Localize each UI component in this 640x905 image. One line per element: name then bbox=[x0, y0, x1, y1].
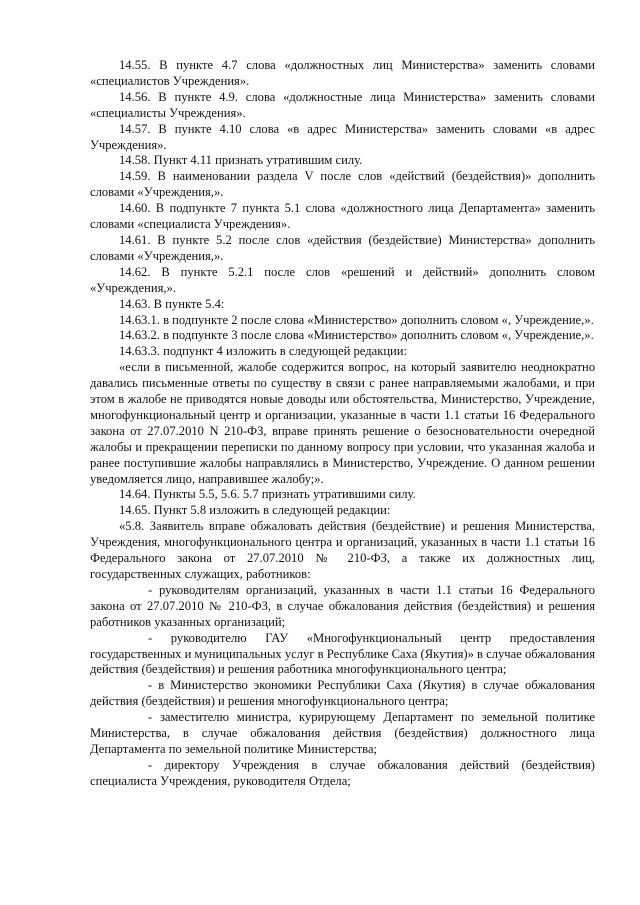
paragraph-14-61: 14.61. В пункте 5.2 после слов «действия (бездействие) Министерства» дополнить словами «Учреждения,». bbox=[90, 232, 595, 263]
list-item-gau-mfc: - руководителю ГАУ «Многофункциональный центр предоставления государственных и муниципальных услуг в Республике Саха (Якутия)» в случае обжалования действия (бездействия) и решения работника многофункционального центра; bbox=[90, 630, 595, 677]
list-item-organizations: - руководителям организаций, указанных в части 1.1 статьи 16 Федерального закона от 27.07.2010 № 210-ФЗ, в случае обжалования действия (бездействия) и решения работников указанных организаций; bbox=[90, 582, 595, 629]
list-item-deputy-minister: - заместителю министра, курирующему Департамент по земельной политике Министерства, в случае обжалования действия (бездействия) должностного лица Департамента по земельной политике Министерства; bbox=[90, 710, 595, 756]
paragraph-14-64: 14.64. Пункты 5.5, 5.6. 5.7 признать утратившими силу. bbox=[119, 487, 416, 502]
paragraph-14-63-2: 14.63.2. в подпункте 3 после слова «Министерство» дополнить словом «, Учреждение,». bbox=[119, 328, 594, 343]
list-item-director: - директору Учреждения в случае обжалования действий (бездействия) специалиста Учреждения, руководителя Отдела; bbox=[90, 757, 595, 788]
list-item-ministry-economy: - в Министерство экономики Республики Саха (Якутия) в случае обжалования действия (бездействия) и решения многофункционального центра; bbox=[90, 678, 595, 709]
paragraph-14-56: 14.56. В пункте 4.9. слова «должностные лица Министерства» заменить словами «специалисты Учреждения». bbox=[90, 89, 595, 120]
paragraph-14-57: 14.57. В пункте 4.10 слова «в адрес Министерства» заменить словами «в адрес Учреждения». bbox=[90, 121, 595, 152]
paragraph-14-58: 14.58. Пункт 4.11 признать утратившим силу. bbox=[119, 153, 363, 168]
paragraph-14-65: 14.65. Пункт 5.8 изложить в следующей редакции: bbox=[119, 503, 391, 518]
paragraph-14-59: 14.59. В наименовании раздела V после слов «действий (бездействия)» дополнить словами «Учреждения,». bbox=[90, 169, 595, 200]
paragraph-quote-subpoint-4: «если в письменной, жалобе содержится вопрос, на который заявителю неоднократно давались письменные ответы по существу в связи с ранее направляемыми жалобами, и при этом в жалобе не приводятся новые доводы или обстоятельства, Министерство, Учреждение, многофункциональный центр и организации, указанные в части 1.1 статьи 16 Федерального закона от 27.07.2010 N 210-ФЗ, вправе принять решение о безосновательности очередной жалобы и прекращении переписки по данному вопросу при условии, что указанная жалоба и ранее поступившие жалобы направлялись в Министерство, Учреждение. О данном решении уведомляется лицо, направившее жалобу;». bbox=[90, 360, 595, 486]
paragraph-quote-5-8: «5.8. Заявитель вправе обжаловать действия (бездействие) и решения Министерства, Учреждения, многофункционального центра и организаций, указанных в части 1.1 статьи 16 Федерального закона от 27.07.2010 № 210-ФЗ, а также их должностных лиц, государственных служащих, работников: bbox=[90, 519, 595, 581]
paragraph-14-63-3: 14.63.3. подпункт 4 изложить в следующей редакции: bbox=[119, 344, 408, 359]
paragraph-14-62: 14.62. В пункте 5.2.1 после слов «решений и действий» дополнить словом «Учреждения,». bbox=[90, 264, 595, 295]
paragraph-14-60: 14.60. В подпункте 7 пункта 5.1 слова «должностного лица Департамента» заменить словами «специалиста Учреждения». bbox=[90, 201, 595, 232]
paragraph-14-63: 14.63. В пункте 5.4: bbox=[119, 296, 225, 311]
paragraph-14-63-1: 14.63.1. в подпункте 2 после слова «Министерство» дополнить словом «, Учреждение,». bbox=[119, 312, 594, 327]
paragraph-14-55: 14.55. В пункте 4.7 слова «должностных лиц Министерства» заменить словами «специалистов Учреждения». bbox=[90, 58, 595, 88]
